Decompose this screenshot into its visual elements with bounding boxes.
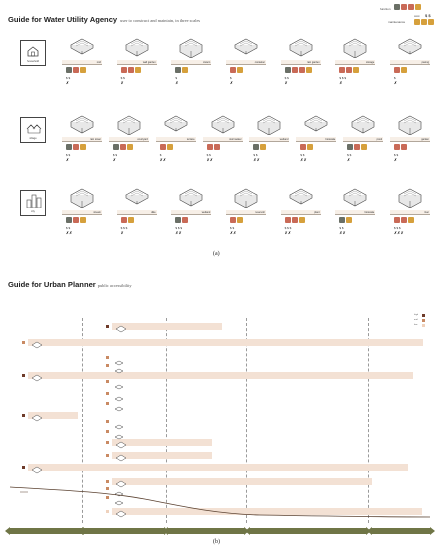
- function-box: [300, 144, 306, 150]
- function-box: [260, 144, 266, 150]
- measure-illustration-icon: [31, 337, 43, 355]
- cost-value: $ $ $: [120, 226, 128, 230]
- measure-illustration-icon: [68, 113, 96, 135]
- legend-swatch-dark: [422, 314, 425, 317]
- function-box: [306, 67, 312, 73]
- function-boxes: [175, 217, 188, 224]
- maintenance-marks: ✗: [66, 81, 70, 85]
- scale-label: household: [27, 60, 39, 63]
- function-boxes: [113, 144, 133, 151]
- legend-box-yellow: [414, 19, 420, 25]
- panel-b-title: [8, 280, 132, 289]
- scale-box-city: [20, 190, 46, 216]
- scale-box-household: [20, 40, 46, 66]
- arrow-tail-icon: [79, 527, 84, 535]
- measure-illustration-icon: [114, 428, 124, 446]
- function-box: [292, 67, 298, 73]
- cost-value: $: [175, 76, 177, 80]
- measure-item: [171, 186, 211, 250]
- measure-item: [390, 113, 430, 177]
- function-box: [237, 67, 243, 73]
- function-box: [214, 144, 220, 150]
- accessibility-swatch: [22, 466, 25, 469]
- measure-name: reservoir: [226, 210, 266, 215]
- panel-a-title-text: Guide for Water Utility Agency: [8, 15, 118, 24]
- measure-name: wetland: [171, 210, 211, 215]
- cost-value: $ $: [300, 153, 305, 157]
- maintenance-marks: ✗: [284, 81, 288, 85]
- measure-name: container: [226, 60, 266, 65]
- measure-illustration-icon: [114, 400, 124, 418]
- function-boxes: [339, 217, 352, 224]
- legend-cost-value: $ $: [425, 13, 431, 18]
- panel-a-caption: (a): [213, 251, 220, 257]
- function-boxes: [230, 67, 243, 74]
- function-boxes: [300, 144, 313, 151]
- function-box: [253, 144, 259, 150]
- function-box: [299, 217, 305, 223]
- cost-value: $ $: [112, 153, 118, 157]
- measure-illustration-icon: [287, 186, 315, 208]
- function-box: [237, 217, 243, 223]
- measure-illustration-icon: [31, 370, 43, 388]
- measure-item: [109, 113, 149, 177]
- function-box: [394, 144, 400, 150]
- measure-illustration-icon: [123, 36, 151, 58]
- cost-value: $ $ $: [175, 226, 183, 230]
- legend-box-yellow: [428, 19, 434, 25]
- accessibility-band: [112, 452, 212, 459]
- measure-illustration-icon: [115, 113, 143, 135]
- measure-illustration-icon: [255, 113, 283, 135]
- measure-illustration-icon: [341, 186, 369, 208]
- cost-value: $ $ $: [394, 226, 401, 230]
- measure-item: [390, 186, 430, 250]
- legend-maintenance-label: maintenance: [388, 20, 406, 24]
- measure-illustration-icon: [302, 113, 330, 135]
- measure-name: river: [390, 210, 430, 215]
- cost-value: $ $ $: [339, 76, 347, 80]
- function-box: [66, 67, 72, 73]
- function-box: [347, 144, 353, 150]
- legend-box-red: [408, 4, 414, 10]
- maintenance-marks: ✗: [175, 81, 179, 85]
- function-boxes: [285, 217, 305, 224]
- arrow-tail-icon: [367, 527, 372, 535]
- function-box: [175, 217, 181, 223]
- panel-b-title-text: Guide for Urban Planner: [8, 280, 96, 289]
- maintenance-marks: ✗✗: [206, 158, 214, 162]
- function-box: [207, 144, 213, 150]
- measure-name: roof: [62, 60, 102, 65]
- scale-box-village: [20, 117, 46, 143]
- function-box: [230, 67, 236, 73]
- function-box: [135, 67, 141, 73]
- function-box: [307, 144, 313, 150]
- function-box: [285, 217, 291, 223]
- measure-item: [62, 186, 102, 250]
- zone-arrow: [250, 528, 366, 534]
- cost-value: $: [394, 76, 396, 80]
- maintenance-marks: ✗✗: [66, 231, 73, 235]
- function-box: [182, 67, 188, 73]
- function-box: [292, 217, 298, 223]
- legend-maintenance-boxes: [414, 19, 434, 25]
- cost-value: $: [230, 76, 232, 80]
- function-box: [66, 217, 72, 223]
- measure-name: bioswale: [335, 210, 375, 215]
- function-box: [80, 67, 86, 73]
- function-boxes: [347, 144, 367, 151]
- function-boxes: [66, 144, 86, 151]
- accessibility-swatch: [106, 430, 109, 433]
- maintenance-marks: ✗: [394, 158, 398, 162]
- legend-label-low: low: [414, 324, 418, 326]
- measure-name: cistern: [171, 60, 211, 65]
- zone-arrow: [372, 528, 430, 534]
- measure-name: bioswale: [296, 137, 336, 142]
- measure-item: [117, 36, 157, 100]
- function-box: [167, 144, 173, 150]
- function-box: [361, 144, 367, 150]
- function-boxes: [230, 217, 243, 224]
- measure-name: stream: [62, 210, 102, 215]
- cost-value: $ $: [66, 153, 71, 157]
- function-box: [66, 144, 72, 150]
- accessibility-swatch: [106, 380, 109, 383]
- panel-a-title: [8, 15, 200, 24]
- function-box: [285, 67, 291, 73]
- function-box: [401, 217, 407, 223]
- function-boxes: [339, 67, 359, 74]
- measure-name: plant: [281, 210, 321, 215]
- maintenance-marks: ✗: [339, 81, 343, 85]
- zone-arrow: [168, 528, 244, 534]
- maintenance-marks: ✗: [112, 158, 117, 162]
- zone-arrow: [84, 528, 164, 534]
- accessibility-swatch: [106, 356, 109, 359]
- measure-item: [226, 36, 266, 100]
- measure-illustration-icon: [162, 113, 190, 135]
- legend-box-yellow: [421, 19, 427, 25]
- measure-name: dike: [117, 210, 157, 215]
- legend-box-red: [401, 4, 407, 10]
- function-box: [120, 144, 126, 150]
- accessibility-swatch: [106, 420, 109, 423]
- function-box: [401, 144, 407, 150]
- measure-item: [226, 186, 266, 250]
- maintenance-marks: ✗✗: [339, 231, 346, 235]
- function-box: [121, 67, 127, 73]
- maintenance-marks: ✗✗: [300, 158, 307, 162]
- accessibility-swatch: [106, 441, 109, 444]
- measure-name: pond: [343, 137, 383, 142]
- function-box: [127, 144, 133, 150]
- cost-value: $ $: [339, 226, 344, 230]
- measure-item: [390, 36, 430, 100]
- function-box: [73, 144, 79, 150]
- legend-swatch-light: [422, 324, 425, 327]
- cost-value: $ $: [66, 226, 71, 230]
- measure-item: [335, 186, 375, 250]
- function-box: [354, 144, 360, 150]
- function-box: [80, 144, 86, 150]
- function-box: [128, 217, 134, 223]
- function-box: [73, 67, 79, 73]
- maintenance-marks: ✗✗✗: [394, 231, 404, 235]
- accessibility-band: [28, 339, 423, 346]
- function-boxes: [121, 67, 141, 74]
- function-box: [339, 67, 345, 73]
- measure-illustration-icon: [68, 186, 96, 208]
- function-box: [401, 67, 407, 73]
- function-box: [128, 67, 134, 73]
- function-boxes: [160, 144, 173, 151]
- measure-item: [335, 36, 375, 100]
- maintenance-marks: ✗: [66, 158, 70, 162]
- function-box: [394, 67, 400, 73]
- measure-item: [171, 36, 211, 100]
- measure-item: [249, 113, 289, 177]
- maintenance-marks: ✗✗: [159, 158, 167, 162]
- measure-illustration-icon: [396, 186, 424, 208]
- measure-name: storage: [335, 60, 375, 65]
- legend-label-high: high: [414, 314, 419, 316]
- measure-illustration-icon: [232, 186, 260, 208]
- measure-illustration-icon: [396, 113, 424, 135]
- accessibility-swatch: [106, 392, 109, 395]
- cost-value: $ $: [230, 226, 235, 230]
- legend-function-label: function: [380, 7, 391, 11]
- cost-value: $ $: [66, 76, 71, 80]
- function-box: [346, 67, 352, 73]
- accessibility-swatch: [106, 454, 109, 457]
- function-boxes: [394, 67, 407, 74]
- measure-name: garden: [390, 137, 430, 142]
- cost-value: $ $: [347, 153, 352, 157]
- maintenance-marks: ✗✗: [230, 231, 237, 235]
- zone-arrow: [10, 528, 82, 534]
- function-box: [121, 217, 127, 223]
- accessibility-swatch: [22, 374, 25, 377]
- measure-item: [281, 36, 321, 100]
- measure-illustration-icon: [177, 36, 205, 58]
- maintenance-marks: ✗: [347, 158, 351, 162]
- measure-illustration-icon: [177, 186, 205, 208]
- panel-b-subtitle: public accessibility: [97, 283, 132, 288]
- maintenance-marks: ✗: [394, 81, 398, 85]
- function-boxes: [394, 217, 414, 224]
- accessibility-band: [112, 323, 222, 330]
- function-boxes: [253, 144, 266, 151]
- function-box: [394, 217, 400, 223]
- measure-illustration-icon: [396, 36, 424, 58]
- cost-value: $ $: [394, 153, 399, 157]
- function-boxes: [175, 67, 188, 74]
- legend-label-mid: mid: [414, 319, 418, 321]
- function-box: [339, 217, 345, 223]
- panel-b-caption: (b): [213, 539, 220, 545]
- scale-label: city: [31, 210, 35, 213]
- cost-value: $ $: [253, 153, 258, 157]
- arrow-tail-icon: [245, 527, 250, 535]
- function-boxes: [121, 217, 134, 224]
- measure-name: terrace: [156, 137, 196, 142]
- measure-illustration-icon: [68, 36, 96, 58]
- measure-item: [62, 113, 102, 177]
- arrow-head-icon: [430, 527, 435, 535]
- accessibility-swatch: [106, 402, 109, 405]
- measure-name: rain garden: [281, 60, 321, 65]
- maintenance-marks: ✗✗: [175, 231, 182, 235]
- scale-label: village: [29, 137, 37, 140]
- accessibility-swatch: [106, 325, 109, 328]
- function-box: [160, 144, 166, 150]
- panel-a-subtitle: user to construct and maintain, in three scales: [120, 18, 201, 23]
- function-box: [175, 67, 181, 73]
- legend-function-boxes: [394, 4, 421, 10]
- function-boxes: [66, 217, 86, 224]
- legend-swatch-mid: [422, 319, 425, 322]
- measure-illustration-icon: [31, 410, 43, 428]
- measure-name: courtyard: [109, 137, 149, 142]
- accessibility-band: [112, 439, 212, 446]
- function-box: [73, 217, 79, 223]
- function-box: [408, 217, 414, 223]
- maintenance-marks: ✗✗: [284, 231, 292, 235]
- measure-name: wetland: [249, 137, 289, 142]
- measure-illustration-icon: [341, 36, 369, 58]
- legend-cost-label: cost: [414, 14, 420, 18]
- function-box: [346, 217, 352, 223]
- measure-illustration-icon: [115, 321, 127, 339]
- cost-value: $ $: [206, 153, 211, 157]
- accessibility-swatch: [22, 341, 25, 344]
- accessibility-swatch: [22, 414, 25, 417]
- cost-value: $ $ $: [284, 226, 292, 230]
- arrow-tail-icon: [5, 527, 10, 535]
- legend-box-yellow: [415, 4, 421, 10]
- measure-item: [156, 113, 196, 177]
- measure-illustration-icon: [123, 186, 151, 208]
- measure-item: [62, 36, 102, 100]
- accessibility-swatch: [106, 364, 109, 367]
- function-boxes: [394, 144, 407, 151]
- cost-value: $ $: [284, 76, 289, 80]
- cost-value: $ $: [120, 76, 125, 80]
- function-box: [230, 217, 236, 223]
- function-box: [182, 217, 188, 223]
- measure-name: rain tower: [62, 137, 102, 142]
- maintenance-marks: ✗: [120, 231, 124, 235]
- measure-name: paving: [390, 60, 430, 65]
- function-boxes: [207, 144, 220, 151]
- accessibility-band: [28, 372, 413, 379]
- maintenance-marks: ✗: [120, 81, 124, 85]
- function-boxes: [66, 67, 86, 74]
- function-box: [113, 144, 119, 150]
- measure-name: stormwater: [203, 137, 243, 142]
- measure-item: [117, 186, 157, 250]
- function-box: [299, 67, 305, 73]
- function-boxes: [285, 67, 312, 74]
- function-box: [353, 67, 359, 73]
- measure-illustration-icon: [232, 36, 260, 58]
- cost-value: $: [159, 153, 162, 157]
- measure-name: wall garden: [117, 60, 157, 65]
- measure-item: [343, 113, 383, 177]
- measure-item: [296, 113, 336, 177]
- legend-box-sand: [394, 4, 400, 10]
- measure-illustration-icon: [349, 113, 377, 135]
- measure-illustration-icon: [287, 36, 315, 58]
- function-box: [80, 217, 86, 223]
- maintenance-marks: ✗: [230, 81, 234, 85]
- arrow-tail-icon: [163, 527, 168, 535]
- measure-item: [281, 186, 321, 250]
- measure-illustration-icon: [209, 113, 237, 135]
- measure-item: [203, 113, 243, 177]
- maintenance-marks: ✗✗: [253, 158, 261, 162]
- water-level-curve: [0, 470, 438, 520]
